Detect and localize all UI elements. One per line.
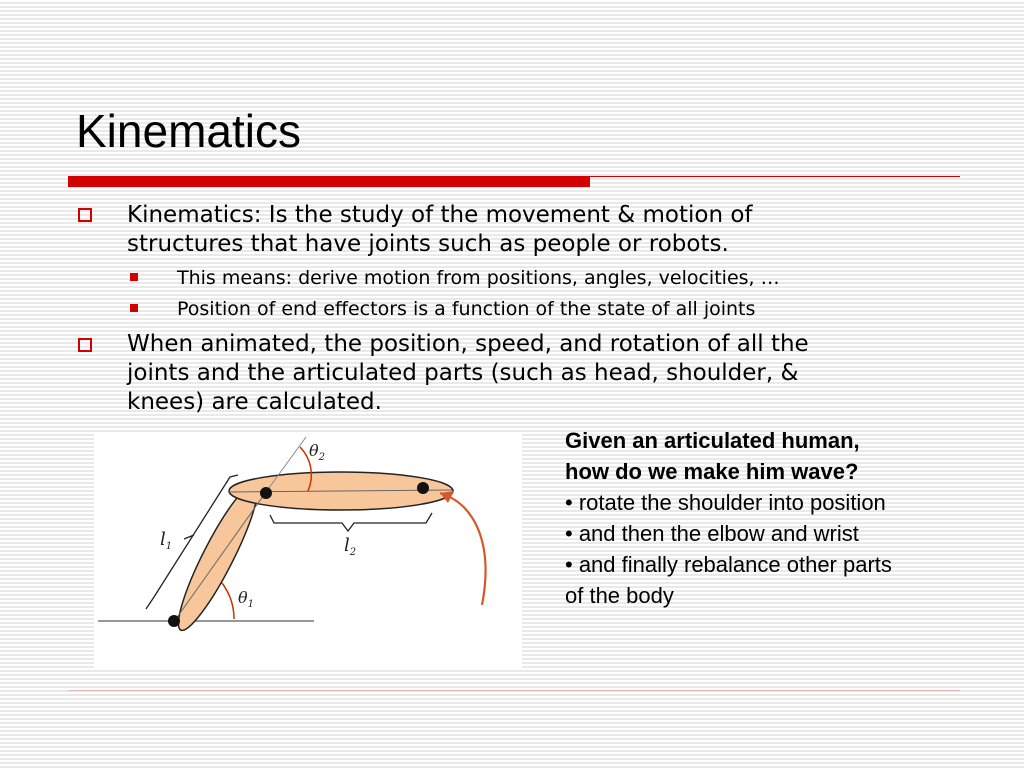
caption-item-3-cont: of the body <box>565 583 674 608</box>
sub-bullet-2: Position of end effectors is a function of the state of all joints <box>177 298 756 320</box>
caption-item-2: • and then the elbow and wrist <box>565 521 859 546</box>
l2-brace <box>270 513 432 531</box>
bullet-1-line-1: Kinematics: Is the study of the movement & motion of <box>127 202 753 228</box>
theta1-arc <box>222 583 234 619</box>
elbow-joint <box>260 487 272 499</box>
filled-square-bullet-icon <box>130 304 138 312</box>
l2-label: $l_2$ <box>344 535 357 558</box>
base-joint <box>168 615 180 627</box>
bullet-2 <box>127 330 967 417</box>
arm-diagram <box>94 433 522 669</box>
filled-square-bullet-icon <box>130 273 138 281</box>
bullet-2-line-1: When animated, the position, speed, and rotation of all the <box>127 331 809 357</box>
slide-title: Kinematics <box>76 105 301 157</box>
articulated-arm-figure <box>94 433 522 669</box>
hollow-square-bullet-icon <box>78 208 92 222</box>
wave-arrow <box>440 493 486 605</box>
bullet-2-line-2: joints and the articulated parts (such as head, shoulder, & <box>127 360 799 386</box>
sub-bullet-1: This means: derive motion from positions, angles, velocities, … <box>177 267 780 289</box>
l1-label: $l_1$ <box>160 529 173 552</box>
bullet-2-line-3: knees) are calculated. <box>127 389 382 415</box>
hollow-square-bullet-icon <box>78 338 92 352</box>
end-effector <box>417 482 429 494</box>
bullet-1 <box>127 201 927 259</box>
theta1-label: $\theta_1$ <box>238 588 255 610</box>
bullet-1-line-2: structures that have joints such as people or robots. <box>127 231 729 257</box>
figure-caption <box>565 425 1015 611</box>
title-underline-thin <box>590 176 960 177</box>
caption-item-3: • and finally rebalance other parts <box>565 552 892 577</box>
title-underline-thick <box>68 176 590 187</box>
theta2-label: $\theta_2$ <box>309 441 326 463</box>
caption-item-1: • rotate the shoulder into position <box>565 490 886 515</box>
caption-heading-line-2: how do we make him wave? <box>565 459 859 484</box>
bottom-divider <box>68 690 960 691</box>
caption-heading-line-1: Given an articulated human, <box>565 428 860 453</box>
